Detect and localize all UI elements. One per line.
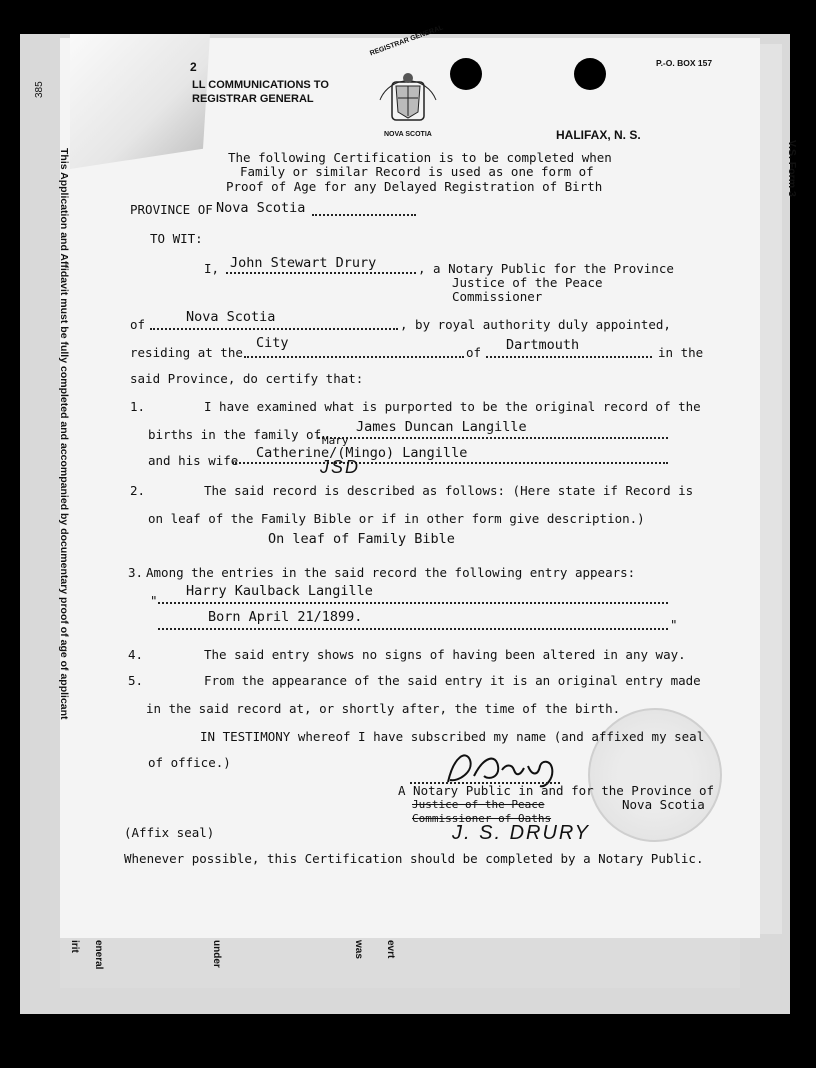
province-label: PROVINCE OF [130,202,213,217]
punch-hole-left [450,58,482,90]
to-wit: TO WIT: [150,231,203,246]
name-dots [226,272,416,274]
intro-line-2: Family or similar Record is used as one form of [240,164,594,179]
footer-note: Whenever possible, this Certification should be completed by a Notary Public. [124,851,704,866]
folded-corner [70,34,210,169]
comms-line1: LL COMMUNICATIONS TO [192,79,329,91]
notary-role-3: Commissioner [452,289,543,304]
item2-text: The said record is described as follows: (Here state if Record is [204,483,694,498]
residing-value: City [256,335,289,351]
province-value: Nova Scotia [216,200,306,216]
record-description: On leaf of Family Bible [268,531,455,547]
province-dots [312,214,416,216]
notary-public-line: A Notary Public in and for the Province of [398,783,715,798]
bottom-strip [60,938,740,988]
close-quote: " [670,617,678,632]
comms-line2: REGISTRAR GENERAL [192,93,314,105]
entry-born: Born April 21/1899. [208,609,363,625]
item2-number: 2. [130,483,146,498]
item2-text-2: on leaf of the Family Bible or if in other form give description.) [148,511,645,526]
said-province: said Province, do certify that: [130,371,364,386]
intro-line-1: The following Certification is to be completed when [228,150,612,165]
page-number: 2 [190,60,197,74]
crossed-commissioner: Commissioner of Oaths [412,812,552,825]
po-box: P.-O. BOX 157 [656,58,713,68]
item4-number: 4. [128,647,144,662]
wife-label: and his wife [148,453,239,468]
seal-bottom-text: NOVA SCOTIA [384,131,432,138]
open-quote: " [150,593,158,608]
bottom-label-1: irit [69,940,80,953]
in-the: in the [658,345,704,360]
royal-authority: , by royal authority duly appointed, [400,317,671,332]
i-label: I, [204,261,220,276]
of-label: of [130,317,146,332]
residing-dots [244,356,464,358]
intro-line-3: Proof of Age for any Delayed Registration of Birth [226,179,603,194]
bottom-label-4: was [353,940,364,959]
of2-label: of [466,345,482,360]
of-office: of office.) [148,755,231,770]
father-name: James Duncan Langille [356,419,527,435]
item1-text: I have examined what is purported to be the original record of the [204,399,701,414]
births-label: births in the family of [148,427,322,442]
notary-name: John Stewart Drury [230,255,377,271]
item5-number: 5. [128,673,144,688]
mother-dots [232,462,668,464]
entry-dots-2 [158,628,668,630]
mary-insert: Mary [322,434,349,447]
form-number-side: V.S. Form 3 [786,140,798,197]
side-instruction: This Application and Affidavit must be fully completed and accompanied by documentary proof of age of applicant [58,148,70,720]
crossed-justice: Justice of the Peace [412,798,545,811]
bottom-label-2: eneral [93,940,104,970]
city-header: HALIFAX, N. S. [556,128,641,142]
bottom-label-3: under [211,940,222,968]
town-value: Dartmouth [506,337,580,353]
mother-name: Catherine/(Mingo) Langille [256,445,468,461]
item1-number: 1. [130,399,146,414]
entry-name: Harry Kaulback Langille [186,583,373,599]
testimony-text: IN TESTIMONY whereof I have subscribed my name (and affixed my seal [200,729,705,744]
father-dots [318,437,668,439]
registrar-seal [368,24,448,142]
town-dots [486,356,652,358]
item3-text: Among the entries in the said record the following entry appears: [146,565,636,580]
item5-text-2: in the said record at, or shortly after, the time of the birth. [146,701,621,716]
notary-role-1: , a Notary Public for the Province [418,261,674,276]
item3-number: 3. [128,565,144,580]
entry-dots-1 [158,602,668,604]
residing-label: residing at the [130,345,243,360]
of-dots [150,328,398,330]
bottom-label-5: evrt [385,940,396,959]
handwritten-initials: JSD [320,457,361,477]
punch-hole-right [574,58,606,90]
item4-text: The said entry shows no signs of having been altered in any way. [204,647,686,662]
seal-top-text: REGISTRAR GENERAL [369,24,445,58]
side-number: 385 [34,81,45,98]
of-value: Nova Scotia [186,309,276,325]
province-end: Nova Scotia [622,797,705,812]
item5-text: From the appearance of the said entry it is an original entry made [204,673,701,688]
notary-role-2: Justice of the Peace [452,275,603,290]
printed-signature: J. S. DRURY [452,822,590,844]
affix-seal: (Affix seal) [124,825,215,840]
